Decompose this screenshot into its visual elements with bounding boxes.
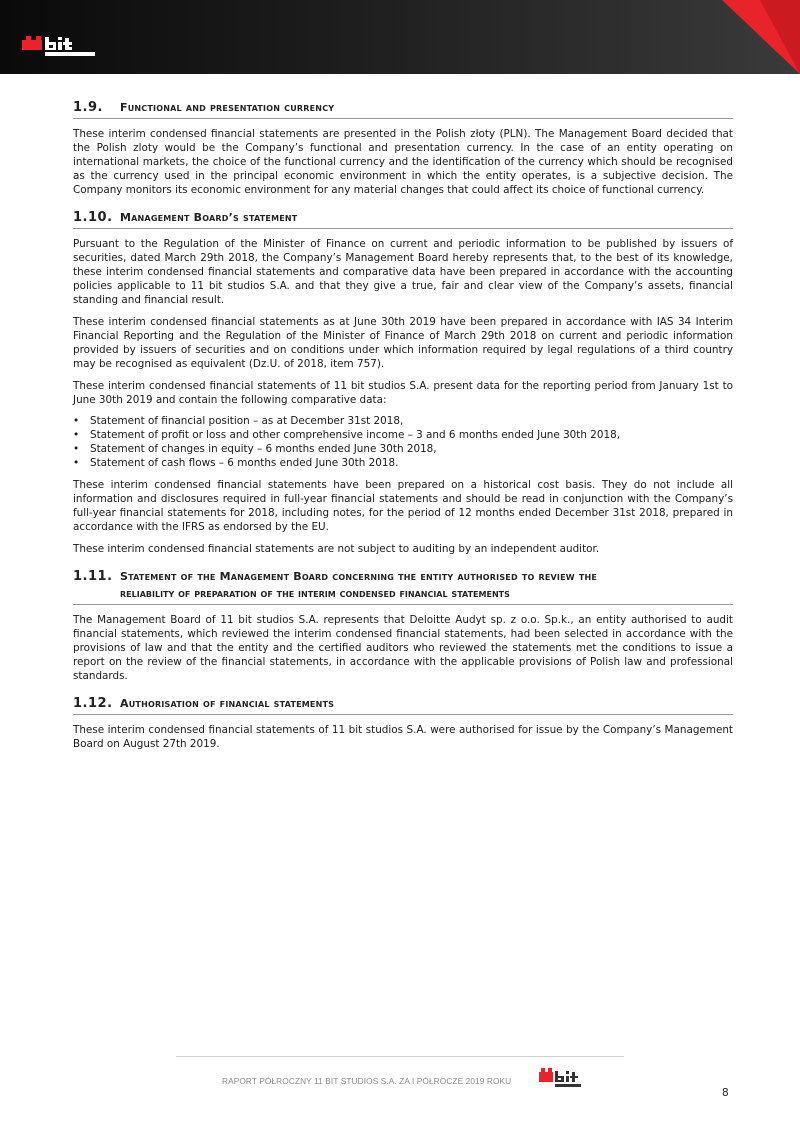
section-title: Functional and presentation currency [120,101,335,114]
section-number: 1.12. [73,696,113,711]
section-1-12 [73,691,733,751]
paragraph: These interim condensed financial statements are not subject to auditing by an independent auditor. [73,543,600,555]
section-title-line2: reliability of preparation of the interim condensed financial statements [120,587,510,600]
section-heading [73,95,733,119]
page-header-banner [0,0,800,74]
footer-report-title: RAPORT PÓŁROCZNY 11 BIT STUDIOS S.A. ZA I PÓŁROCZE 2019 ROKU [222,1076,512,1086]
11-bit-studios-logo-icon [22,32,96,58]
paragraph: These interim condensed financial statements are presented in the Polish złoty (PLN). The Management Board decided that the Polish zloty would be the Company’s functional and presentation currency. In the case of an entity operating on international markets, the choice of the functional currency and the identification of the currency which should be recognised as the currency used in the principal economic environment in which the entity operates, is a subjective decision. The Company monitors its economic environment for any material changes that could affect its choice of functional currency. [73,128,733,196]
section-title: Authorisation of financial statements [120,697,335,710]
section-title: Management Board’s statement [120,211,298,224]
list-item: • Statement of cash flows – 6 months ended June 30th 2018. [73,456,733,470]
section-heading [73,564,733,605]
header-red-corner-shade [760,0,800,74]
section-heading [73,691,733,715]
comparative-data-list [73,414,733,470]
section-number: 1.11. [73,569,113,584]
list-item: • Statement of changes in equity – 6 months ended June 30th 2018, [73,442,733,456]
footer-11-bit-logo-icon [539,1068,583,1089]
paragraph: These interim condensed financial statements of 11 bit studios S.A. were authorised for issue by the Company’s Management Board on August 27th 2019. [73,724,733,750]
page-number: 8 [722,1087,729,1099]
list-item: • Statement of profit or loss and other comprehensive income – 3 and 6 months ended June 30th 2018, [73,428,733,442]
paragraph: These interim condensed financial statements have been prepared on a historical cost basis. They do not include all information and disclosures required in full-year financial statements and should be read in conjunction with the Company’s full-year financial statements for 2018, including notes, for the period of 12 months ended December 31st 2018, prepared in accordance with the IFRS as endorsed by the EU. [73,479,733,533]
page-content [73,95,733,751]
paragraph: Pursuant to the Regulation of the Minister of Finance on current and periodic information to be published by issuers of securities, dated March 29th 2018, the Company’s Management Board hereby represents that, to the best of its knowledge, these interim condensed financial statements and comparative data have been prepared in accordance with the accounting policies applicable to 11 bit studios S.A. and that they give a true, fair and clear view of the Company’s assets, financial standing and financial result. [73,238,733,306]
paragraph: The Management Board of 11 bit studios S.A. represents that Deloitte Audyt sp. z o.o. Sp.k., an entity authorised to audit financial statements, which reviewed the interim condensed financial statements, had been selected in accordance with the provisions of law and that the entity and the certified auditors who reviewed the statements met the conditions to issue a report on the review of the financial statements, in accordance with the applicable provisions of Polish law and professional standards. [73,614,733,682]
footer-divider [176,1056,624,1057]
section-number: 1.9. [73,100,103,115]
section-1-9 [73,95,733,197]
section-title: Statement of the Management Board concerning the entity authorised to review the [120,570,598,583]
paragraph: These interim condensed financial statements of 11 bit studios S.A. present data for the reporting period from January 1st to June 30th 2019 and contain the following comparative data: [73,380,733,406]
list-item: • Statement of financial position – as at December 31st 2018, [73,414,733,428]
section-number: 1.10. [73,210,113,225]
section-1-11 [73,564,733,683]
section-1-10 [73,205,733,556]
paragraph: These interim condensed financial statements as at June 30th 2019 have been prepared in accordance with IAS 34 Interim Financial Reporting and the Regulation of the Minister of Finance of March 29th 2018 on current and periodic information provided by issuers of securities and on conditions under which information required by legal regulations of a third country may be recognised as equivalent (Dz.U. of 2018, item 757). [73,316,733,370]
section-heading [73,205,733,229]
